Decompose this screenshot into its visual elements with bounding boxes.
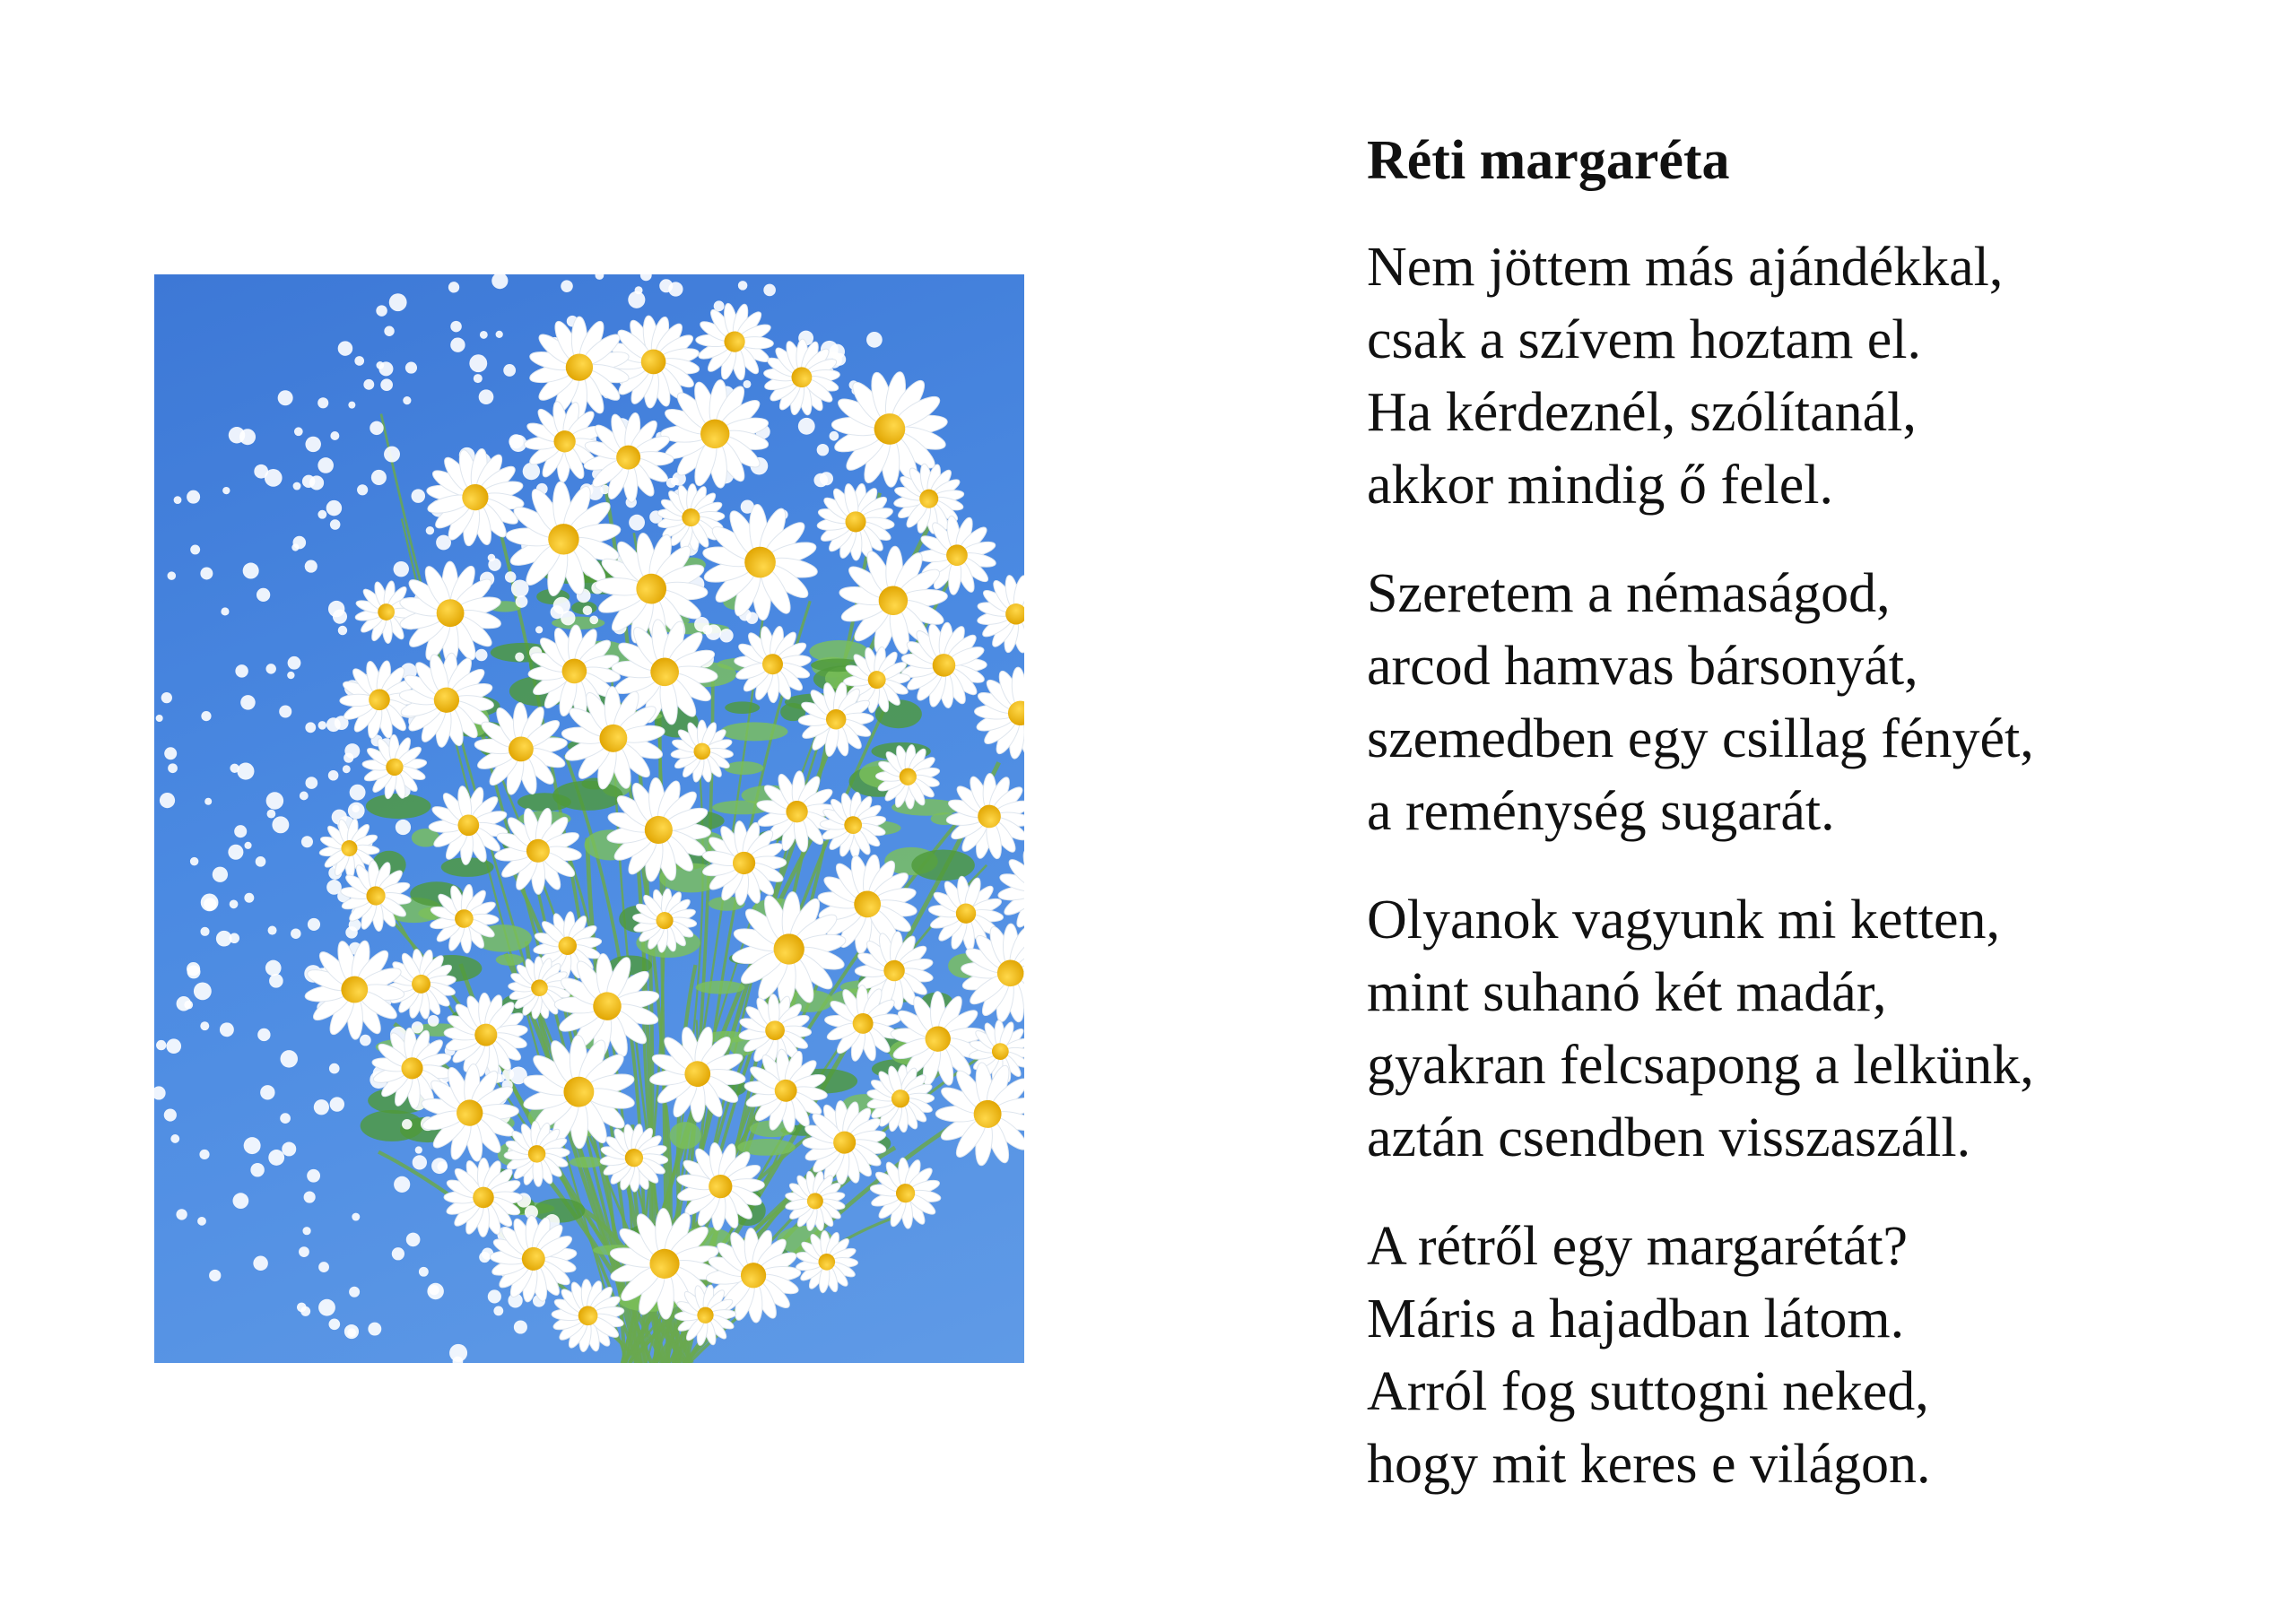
babys-breath-blossom [200,1021,209,1030]
babys-breath-blossom [412,489,426,503]
babys-breath-blossom [523,463,540,480]
babys-breath-blossom [357,484,368,495]
poem-line: Olyanok vagyunk mi ketten, [1367,890,2000,950]
stanza-4 [1367,1211,2264,1501]
babys-breath-blossom [272,816,289,833]
babys-breath-blossom [213,867,228,882]
babys-breath-blossom [164,1108,177,1121]
babys-breath-blossom [280,1113,291,1124]
babys-breath-blossom [396,820,411,835]
poem-title: Réti margaréta [1367,130,1730,191]
babys-breath-blossom [265,664,275,673]
babys-breath-blossom [156,715,163,722]
babys-breath-blossom [488,558,500,570]
babys-breath-blossom [317,397,328,408]
babys-breath-blossom [269,974,283,988]
babys-breath-blossom [491,274,508,289]
babys-breath-blossom [488,1289,501,1303]
babys-breath-blossom [302,475,315,488]
babys-breath-blossom [349,1287,360,1298]
babys-breath-blossom [199,1150,209,1159]
babys-breath-blossom [583,606,593,616]
babys-breath-blossom [370,421,383,435]
babys-breath-blossom [228,845,243,860]
babys-breath-blossom [234,825,247,838]
babys-breath-blossom [308,918,320,931]
poem-line: hogy mit keres e világon. [1367,1434,1931,1495]
daisy [817,789,889,860]
babys-breath-blossom [496,331,503,338]
babys-breath-blossom [363,379,374,390]
babys-breath-blossom [302,1227,310,1235]
babys-breath-blossom [287,672,294,679]
babys-breath-blossom [318,1262,329,1272]
babys-breath-blossom [640,274,652,281]
babys-breath-blossom [551,605,564,619]
daisy-center [437,599,465,627]
babys-breath-blossom [830,431,839,441]
babys-breath-blossom [371,470,387,485]
babys-breath-blossom [294,427,303,436]
babys-breath-blossom [338,626,347,635]
daisy [358,730,431,803]
babys-breath-blossom [166,1038,181,1054]
babys-breath-blossom [305,777,317,789]
babys-breath-blossom [330,519,341,530]
babys-breath-blossom [240,695,256,710]
babys-breath-blossom [305,560,317,572]
babys-breath-blossom [282,1141,296,1156]
babys-breath-blossom [376,305,387,316]
babys-breath-blossom [230,899,239,908]
babys-breath-blossom [257,1028,270,1041]
babys-breath-blossom [305,722,316,733]
babys-breath-blossom [154,1086,166,1099]
babys-breath-blossom [328,770,339,781]
babys-breath-blossom [330,431,339,440]
babys-breath-blossom [194,982,212,1000]
babys-breath-blossom [197,1217,206,1226]
babys-breath-blossom [187,490,200,504]
babys-breath-blossom [201,711,211,721]
leaf [517,793,571,811]
babys-breath-blossom [561,280,573,292]
poem [1367,126,2264,1537]
babys-breath-blossom [293,536,307,550]
babys-breath-blossom [243,563,259,579]
babys-breath-blossom [307,1169,320,1183]
babys-breath-blossom [328,601,344,617]
babys-breath-blossom [866,332,883,348]
babys-breath-blossom [253,1256,268,1271]
babys-breath-blossom [326,717,341,732]
poem-line: akkor mindig ő felel. [1367,455,1833,516]
poem-line: csak a szívem hoztam el. [1367,309,1922,370]
babys-breath-blossom [450,337,465,352]
babys-breath-blossom [384,326,394,336]
poem-line: arcod hamvas bársonyát, [1367,636,1918,697]
babys-breath-blossom [354,356,364,366]
babys-breath-blossom [415,1146,422,1153]
babys-breath-blossom [402,1119,413,1130]
babys-breath-blossom [343,765,351,773]
babys-breath-blossom [305,437,320,452]
babys-breath-blossom [160,793,175,808]
poem-line: a reménység sugarát. [1367,781,1835,842]
leaf [496,954,524,966]
babys-breath-blossom [268,926,277,935]
babys-breath-blossom [479,389,494,404]
babys-breath-blossom [161,692,172,703]
babys-breath-blossom [719,629,733,642]
babys-breath-blossom [257,588,270,602]
babys-breath-blossom [330,1097,344,1111]
babys-breath-blossom [426,526,434,534]
babys-breath-blossom [174,496,182,504]
babys-breath-blossom [266,792,284,810]
babys-breath-blossom [431,1158,448,1174]
leaf [361,1110,424,1141]
babys-breath-blossom [516,595,528,608]
babys-breath-blossom [326,500,342,516]
babys-breath-blossom [384,447,400,463]
babys-breath-blossom [237,763,254,780]
babys-breath-blossom [738,281,748,291]
babys-breath-blossom [405,362,417,374]
babys-breath-blossom [352,1213,360,1221]
babys-breath-blossom [299,1246,309,1257]
daisy-bouquet-photo [154,274,1024,1363]
babys-breath-blossom [376,361,384,369]
babys-breath-blossom [300,1306,310,1316]
babys-breath-blossom [204,798,212,805]
daisy [811,477,900,567]
babys-breath-blossom [448,282,459,292]
babys-breath-blossom [222,487,230,494]
babys-breath-blossom [368,1323,381,1336]
leaf [725,761,764,775]
leaf [911,850,975,881]
babys-breath-blossom [428,1015,439,1027]
babys-breath-blossom [406,1233,421,1247]
babys-breath-blossom [244,842,251,849]
daisy [731,622,815,707]
babys-breath-blossom [317,510,326,519]
stanza-2 [1367,558,2264,848]
babys-breath-blossom [694,617,709,632]
babys-breath-blossom [190,545,200,555]
babys-breath-blossom [589,615,598,624]
babys-breath-blossom [394,561,409,577]
babys-breath-blossom [389,293,407,311]
babys-breath-blossom [221,607,229,615]
babys-breath-blossom [229,427,245,443]
babys-breath-blossom [503,364,516,377]
leaf [725,701,760,714]
babys-breath-blossom [235,664,248,677]
babys-breath-blossom [596,274,604,280]
babys-breath-blossom [671,477,679,485]
babys-breath-blossom [763,284,776,297]
babys-breath-blossom [394,1176,410,1193]
stanza-1 [1367,231,2264,522]
babys-breath-blossom [250,1163,264,1176]
babys-breath-blossom [260,1085,274,1099]
babys-breath-blossom [230,764,239,773]
poem-line: szemedben egy csillag fényét, [1367,708,2034,769]
babys-breath-blossom [535,626,543,633]
poem-line: Máris a hajadban látom. [1367,1289,1905,1350]
babys-breath-blossom [164,747,177,759]
babys-breath-blossom [480,331,488,339]
babys-breath-blossom [744,380,752,388]
stanza-3 [1367,884,2264,1175]
poem-line: Ha kérdeznél, szólítanál, [1367,382,1917,443]
babys-breath-blossom [515,652,524,661]
babys-breath-blossom [635,286,643,294]
babys-breath-blossom [345,926,358,939]
babys-breath-blossom [392,1247,404,1260]
babys-breath-blossom [301,836,313,847]
poem-line: gyakran felcsapong a lelkünk, [1367,1035,2034,1096]
babys-breath-blossom [350,785,366,801]
babys-breath-blossom [200,927,209,936]
babys-breath-blossom [314,1099,329,1115]
babys-breath-blossom [450,321,461,332]
babys-breath-blossom [427,1283,444,1300]
leaf [366,794,431,819]
babys-breath-blossom [244,1137,261,1154]
leaf [696,981,745,994]
babys-breath-blossom [170,1134,179,1143]
babys-breath-blossom [469,354,487,372]
babys-breath-blossom [514,1320,527,1333]
babys-breath-blossom [281,1050,298,1067]
poem-line: Arról fog suttogni neked, [1367,1361,1929,1422]
babys-breath-blossom [265,960,282,976]
babys-breath-blossom [267,810,276,819]
babys-breath-blossom [344,1324,359,1339]
babys-breath-blossom [291,928,301,939]
babys-breath-blossom [505,571,516,582]
babys-breath-blossom [326,880,342,895]
babys-breath-blossom [168,763,178,773]
babys-breath-blossom [200,567,213,579]
poem-line: Szeretem a némaságod, [1367,563,1891,624]
babys-breath-blossom [817,444,829,456]
babys-breath-blossom [184,1001,193,1010]
babys-breath-blossom [419,1267,429,1277]
babys-breath-blossom [475,649,487,661]
babys-breath-blossom [209,1270,221,1281]
babys-breath-blossom [474,374,483,383]
babys-breath-blossom [493,1306,503,1316]
leaf [570,1157,604,1167]
babys-breath-blossom [344,753,353,763]
babys-breath-blossom [201,894,219,912]
babys-breath-blossom [293,482,301,490]
babys-breath-blossom [232,1193,248,1209]
leaf [720,722,787,741]
babys-breath-blossom [338,341,352,355]
babys-breath-blossom [403,396,411,404]
babys-breath-blossom [509,434,523,448]
babys-breath-blossom [329,1063,340,1074]
babys-breath-blossom [820,472,833,485]
babys-breath-blossom [668,282,683,296]
babys-breath-blossom [328,1318,340,1330]
leaf [670,1122,701,1149]
babys-breath-blossom [348,402,355,409]
babys-breath-blossom [317,457,334,473]
babys-breath-blossom [288,656,301,670]
babys-breath-blossom [278,390,293,405]
babys-breath-blossom [798,418,815,435]
babys-breath-blossom [187,965,201,978]
babys-breath-blossom [190,857,198,865]
babys-breath-blossom [629,515,645,531]
daisy-bouquet-illustration [154,274,1024,1363]
babys-breath-blossom [156,1040,166,1050]
babys-breath-blossom [413,1155,427,1169]
babys-breath-blossom [168,571,177,580]
babys-breath-blossom [244,893,254,903]
poem-line: mint suhanó két madár, [1367,962,1887,1023]
poem-line: aztán csendben visszaszáll. [1367,1107,1971,1168]
babys-breath-blossom [220,1022,234,1037]
babys-breath-blossom [279,705,291,717]
babys-breath-blossom [380,378,393,391]
babys-breath-blossom [348,803,365,820]
babys-breath-blossom [318,721,326,729]
babys-breath-blossom [318,1299,335,1316]
poem-line: A rétről egy margarétát? [1367,1216,1909,1277]
babys-breath-blossom [360,1035,371,1046]
babys-breath-blossom [256,856,266,867]
babys-breath-blossom [268,1150,284,1166]
babys-breath-blossom [176,1209,187,1219]
babys-breath-blossom [304,1191,316,1202]
poem-line: Nem jöttem más ajándékkal, [1367,237,2004,298]
babys-breath-blossom [216,931,232,947]
babys-breath-blossom [265,469,283,487]
babys-breath-blossom [300,792,309,801]
